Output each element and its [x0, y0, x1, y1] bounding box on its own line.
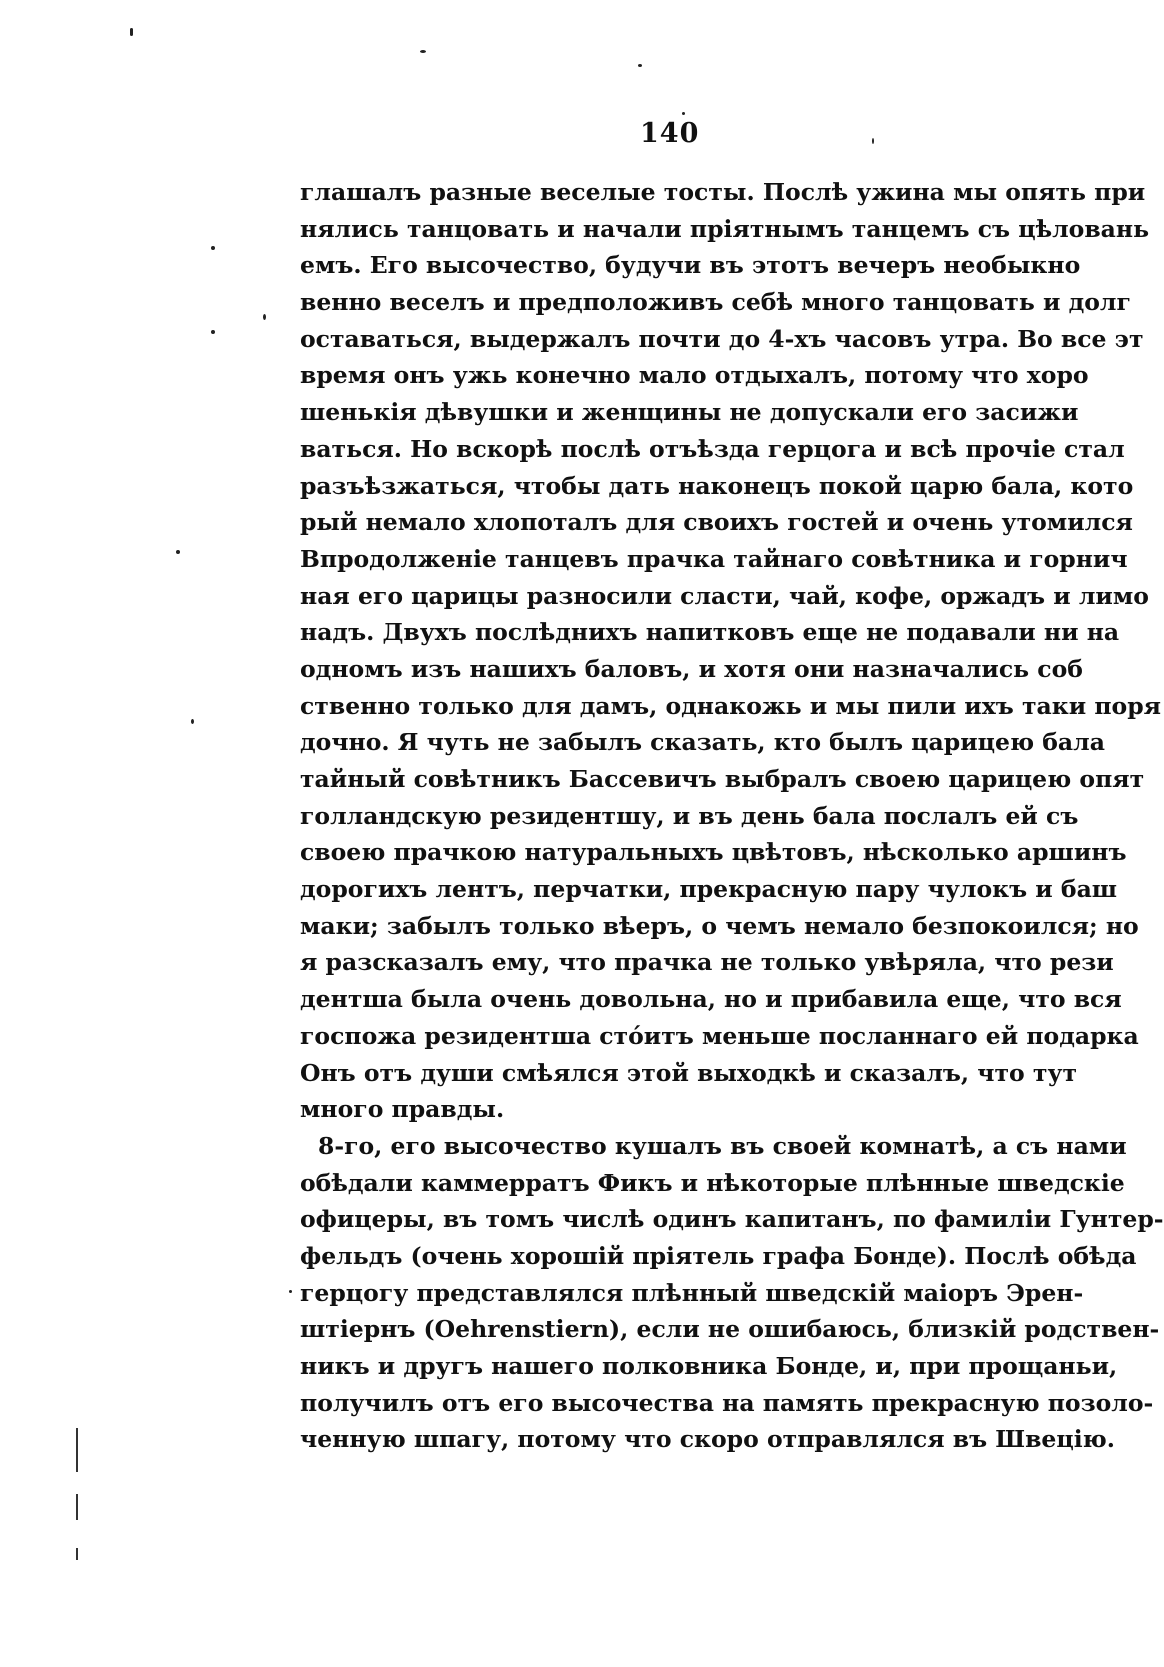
scan-edge-mark [76, 1494, 78, 1520]
scan-speck [176, 550, 180, 554]
text-line: глашалъ разные веселые тосты. Послѣ ужина мы опять при [300, 178, 1146, 206]
scan-speck [191, 719, 194, 724]
text-line: я разсказалъ ему, что прачка не только увѣряла, что рези [300, 948, 1114, 977]
page-number: 140 [640, 118, 700, 149]
scan-speck [289, 1290, 292, 1293]
scan-edge-mark [76, 1548, 78, 1560]
text-line: 8-го, его высочество кушалъ въ своей комнатѣ, а съ нами [318, 1131, 1127, 1160]
scan-speck [420, 50, 426, 53]
text-line: оставаться, выдержалъ почти до 4-хъ часовъ утра. Во все эт [300, 324, 1144, 353]
text-line: штіернъ (Oehrenstiern), если не ошибаюсь, близкій родствен- [300, 1315, 1160, 1344]
text-line: маки; забылъ только вѣеръ, о чемъ немало безпокоился; но [300, 911, 1139, 940]
text-line: фельдъ (очень хорошій пріятель графа Бонде). Послѣ обѣда [300, 1241, 1137, 1270]
text-line: дочно. Я чуть не забылъ сказать, кто былъ царицею бала [300, 728, 1105, 757]
text-line: тайный совѣтникъ Бассевичъ выбралъ своею царицею опят [300, 765, 1145, 793]
text-line: рый немало хлопоталъ для своихъ гостей и очень утомился [300, 508, 1133, 537]
text-line: ственно только для дамъ, однакожь и мы пили ихъ таки поря [300, 691, 1161, 720]
text-line: много правды. [300, 1095, 505, 1124]
text-line: одномъ изъ нашихъ баловъ, и хотя они назначались соб [300, 654, 1083, 683]
scan-speck [211, 330, 215, 334]
text-line: обѣдали каммерратъ Фикъ и нѣкоторые плѣнные шведскіе [300, 1168, 1125, 1197]
text-line: дентша была очень довольна, но и прибавила еще, что вся [300, 985, 1122, 1014]
text-line: надъ. Двухъ послѣднихъ напитковъ еще не подавали ни на [300, 618, 1120, 647]
scan-speck [682, 112, 685, 115]
text-line: получилъ отъ его высочества на память прекрасную позоло- [300, 1388, 1154, 1417]
text-line: герцогу представлялся плѣнный шведскій маіоръ Эрен- [300, 1278, 1084, 1307]
scan-edge-mark [76, 1428, 78, 1472]
text-line: разъѣзжаться, чтобы дать наконецъ покой царю бала, кото [300, 471, 1134, 500]
text-line: ваться. Но вскорѣ послѣ отъѣзда герцога и всѣ прочіе стал [300, 434, 1125, 463]
page-text [300, 174, 1164, 1494]
text-line: никъ и другъ нашего полковника Бонде, и, при прощаньи, [300, 1352, 1118, 1380]
text-line: время онъ ужь конечно мало отдыхалъ, потому что хоро [300, 361, 1089, 390]
text-line: нялись танцовать и начали пріятнымъ танцемъ съ цѣловань [300, 214, 1150, 243]
text-line: голландскую резидентшу, и въ день бала послалъ ей съ [300, 801, 1079, 830]
text-line: венно веселъ и предположивъ себѣ много танцовать и долг [300, 288, 1131, 317]
text-line: ная его царицы разносили сласти, чай, кофе, оржадъ и лимо [300, 581, 1149, 610]
text-line: своею прачкою натуральныхъ цвѣтовъ, нѣсколько аршинъ [300, 838, 1127, 867]
text-line: Впродолженіе танцевъ прачка тайнаго совѣтника и горнич [300, 544, 1128, 573]
scan-speck [130, 28, 133, 36]
text-line: офицеры, въ томъ числѣ одинъ капитанъ, по фамиліи Гунтер- [300, 1205, 1164, 1234]
text-line: ченную шпагу, потому что скоро отправлялся въ Швецію. [300, 1425, 1115, 1454]
scan-speck [211, 246, 215, 250]
scan-speck [263, 314, 266, 320]
text-line: дорогихъ лентъ, перчатки, прекрасную пару чулокъ и баш [300, 875, 1118, 904]
text-line: шенькія дѣвушки и женщины не допускали его засижи [300, 398, 1079, 427]
text-line: емъ. Его высочество, будучи въ этотъ вечеръ необыкно [300, 251, 1081, 280]
text-line: госпожа резидентша стóитъ меньше посланнаго ей подарка [300, 1021, 1139, 1050]
scan-speck [872, 138, 874, 144]
scan-speck [638, 64, 642, 67]
text-line: Онъ отъ души смѣялся этой выходкѣ и сказалъ, что тут [300, 1058, 1078, 1087]
